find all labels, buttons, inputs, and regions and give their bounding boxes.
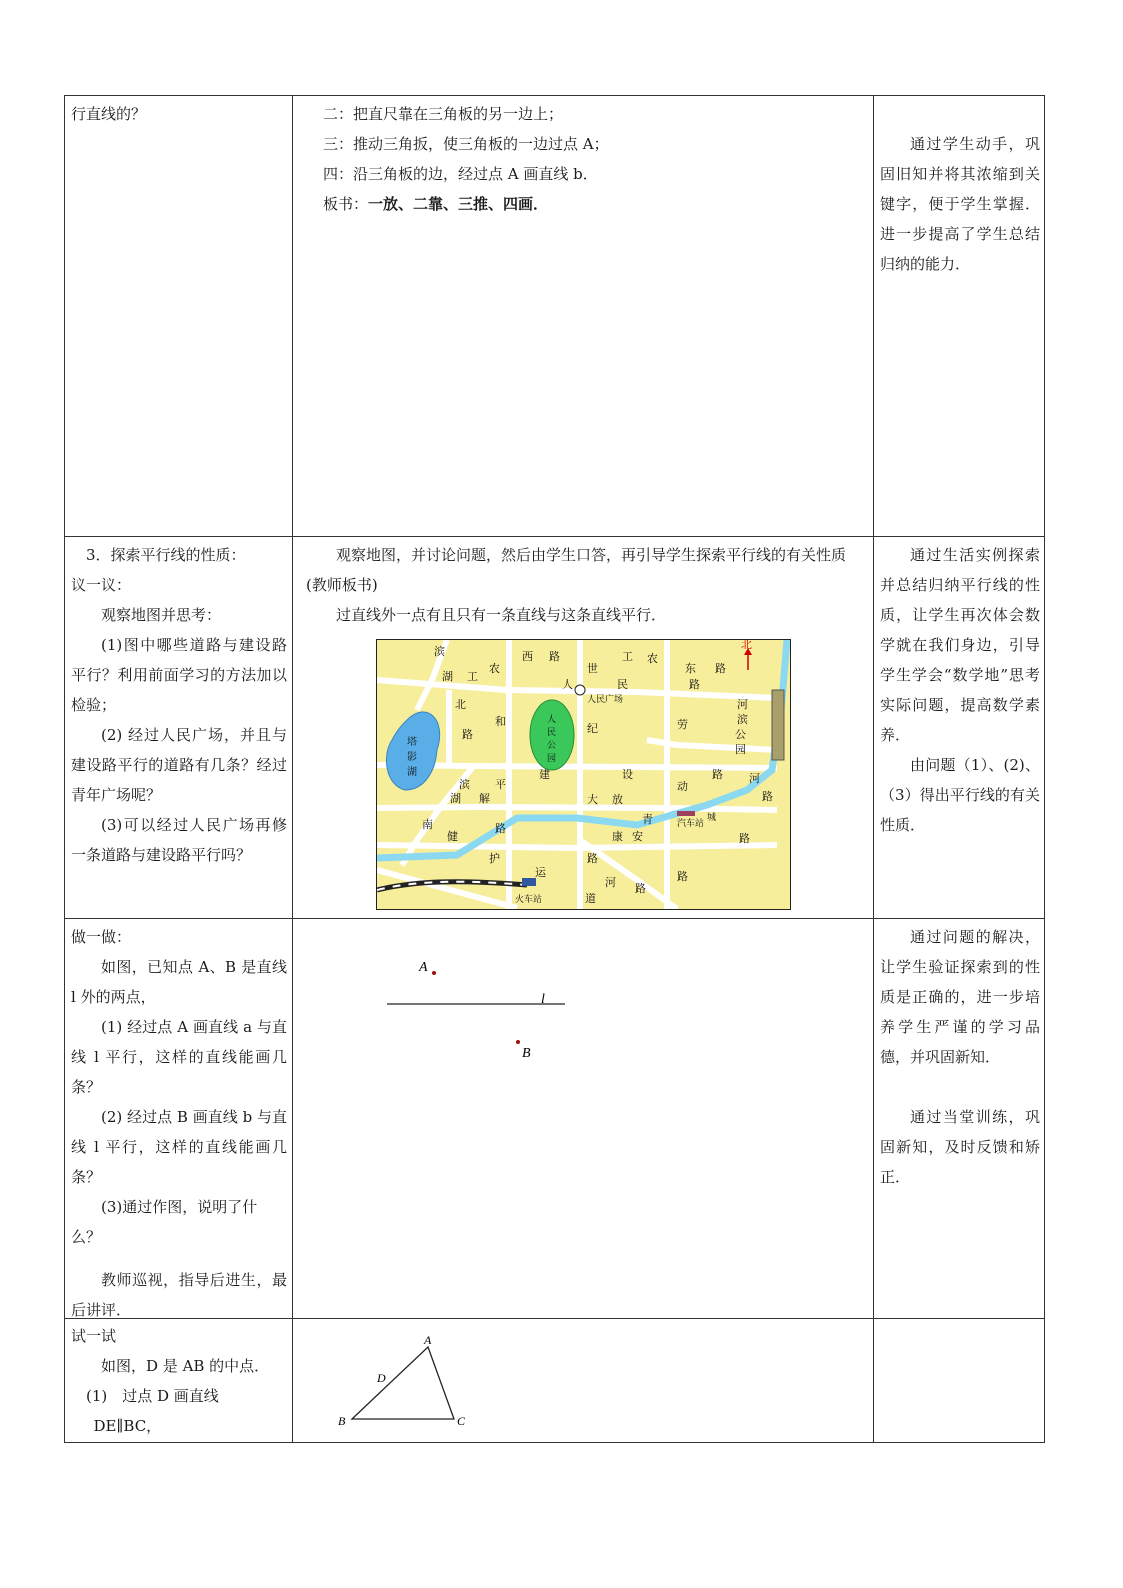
map-label: 河 [737, 698, 748, 711]
map-label: 路 [712, 768, 723, 781]
map-label: 路 [677, 870, 688, 883]
map-label: 湖 [407, 767, 417, 778]
lesson-table [64, 95, 1045, 1443]
exercise-q2: (2) 经过点 B 画直线 b 与直线 l 平行，这样的直线能画几条？ [71, 1108, 287, 1186]
map-label: 北 [741, 640, 752, 651]
map-label: 路 [462, 728, 473, 741]
map-label: 北 [455, 698, 466, 711]
point-a [432, 971, 436, 975]
map-label: 路 [495, 822, 506, 835]
discuss-label: 议一议： [71, 576, 132, 594]
row3-right-practice: 通过当堂训练，巩固新知，及时反馈和矫正． [880, 1108, 1040, 1186]
road-huyun [377, 870, 517, 908]
row-divider [65, 536, 1044, 537]
question-1: (1)图中哪些道路与建设路平行？利用前面学习的方法加以检验； [71, 636, 287, 714]
map-label: 南 [422, 818, 433, 831]
map-label: 纪 [587, 722, 598, 735]
step-four: 四：沿三角板的边，经过点 A 画直线 b． [323, 165, 598, 183]
question-3: (3)可以经过人民广场再修一条道路与建设路平行吗？ [71, 816, 287, 864]
map-label: 道 [585, 892, 596, 905]
map-label: 青 [642, 813, 653, 826]
map-label: 和 [495, 715, 506, 728]
line-l-label: l [541, 992, 545, 1007]
map-label: 平 [495, 778, 506, 791]
map-label: 农 [489, 662, 500, 675]
city-map-drawing [377, 640, 790, 909]
map-label: 劳 [677, 718, 688, 731]
map-label: 塔 [407, 737, 417, 748]
point-b [516, 1040, 520, 1044]
map-label: 运 [535, 866, 546, 879]
map-label: 工 [467, 670, 478, 683]
map-label: 湖 [450, 792, 461, 805]
spacer [880, 1072, 1040, 1102]
map-label: 影 [407, 752, 417, 763]
map-label: 路 [739, 832, 750, 845]
map-label: 滨 [459, 778, 470, 791]
row1-mid-cell [323, 99, 868, 219]
exercise-title: 做一做： [71, 928, 132, 946]
board-keywords: 一放、二靠、三推、四画． [368, 195, 549, 213]
map-label: 滨 [737, 713, 748, 726]
row-divider [65, 918, 1044, 919]
parallel-line-figure [375, 951, 575, 1061]
square-marker [575, 685, 585, 695]
column-divider [873, 96, 874, 1442]
section-title: 3．探索平行线的性质： [86, 546, 246, 564]
spacer [71, 1252, 287, 1265]
row1-left-cell [71, 99, 287, 129]
try-q1: (1) 过点 D 画直线 DE∥BC， [86, 1387, 219, 1435]
board-label: 板书： [323, 195, 369, 213]
map-label: 人 [547, 715, 557, 725]
map-label: 湖 [442, 670, 453, 683]
map-label: 园 [735, 743, 746, 756]
map-label: 人民广场 [587, 695, 624, 705]
map-label: 建 [539, 768, 550, 781]
map-label: 工 [622, 650, 633, 663]
row2-left-cell [71, 540, 287, 870]
map-label: 路 [762, 790, 773, 803]
point-d-label: D [377, 1371, 386, 1385]
map-label: 滨 [434, 645, 445, 658]
road-lower [377, 845, 777, 848]
row4-left-cell [71, 1321, 287, 1441]
exercise-q1: (1) 经过点 A 画直线 a 与直线 l 平行，这样的直线能画几条？ [71, 1018, 287, 1096]
bus-station-icon [677, 811, 695, 816]
triangle-abc [352, 1347, 454, 1419]
teacher-guidance: 观察地图，并讨论问题，然后由学生口答，再引导学生探索平行线的有关性质(教师板书) [306, 546, 847, 594]
map-label: 路 [689, 678, 700, 691]
map-label: 康 [612, 830, 623, 843]
map-label: 民 [547, 728, 557, 738]
vertex-a-label: A [424, 1334, 432, 1347]
riverside-park [772, 690, 784, 760]
row3-left-cell [71, 922, 287, 1325]
parallel-axiom: 过直线外一点有且只有一条直线与这条直线平行． [336, 606, 667, 624]
row1-right-text: 通过学生动手，巩固旧知并将其浓缩到关键字，便于学生掌握．进一步提高了学生总结归纳的能力． [880, 135, 1040, 273]
map-label: 河 [749, 772, 760, 785]
column-divider [292, 96, 293, 1442]
observe-prompt: 观察地图并思考： [101, 606, 222, 624]
row2-mid-cell [306, 540, 866, 630]
map-label: 公 [547, 741, 557, 751]
teacher-patrol: 教师巡视，指导后进生，最后讲评． [71, 1271, 287, 1319]
map-label: 农 [647, 652, 658, 665]
map-label: 解 [479, 792, 490, 805]
map-label: 动 [677, 780, 688, 793]
row2-right-cell [880, 540, 1040, 840]
map-label: 西 [522, 650, 533, 663]
question-2: (2) 经过人民广场，并且与建设路平行的道路有几条？经过青年广场呢？ [71, 726, 287, 804]
row1-left-text: 行直线的？ [71, 105, 147, 123]
map-label: 民 [617, 678, 628, 691]
vertex-b-label: B [338, 1414, 346, 1428]
point-b-label: B [522, 1046, 531, 1061]
map-label: 园 [547, 754, 557, 764]
map-label: 路 [635, 882, 646, 895]
vertex-c-label: C [457, 1414, 466, 1428]
map-labels [407, 640, 773, 905]
exercise-q3: (3)通过作图，说明了什么？ [71, 1198, 258, 1246]
map-label: 安 [632, 830, 643, 843]
map-label: 路 [549, 650, 560, 663]
try-intro: 如图，D 是 AB 的中点． [101, 1357, 270, 1375]
try-title: 试一试 [71, 1327, 117, 1345]
map-label: 路 [715, 662, 726, 675]
map-label: 东 [685, 662, 696, 675]
map-label: 设 [622, 768, 633, 781]
board-notes [323, 189, 868, 219]
map-label: 护 [489, 852, 500, 865]
train-icon [522, 878, 536, 886]
map-label: 河 [605, 876, 616, 889]
tayinghu-lake [386, 712, 439, 790]
row2-right-purpose: 通过生活实例探索并总结归纳平行线的性质，让学生再次体会数学就在我们身边，引导学生学会“数学地”思考实际问题，提高数学素养． [880, 546, 1040, 744]
map-label: 公 [735, 728, 746, 741]
row3-right-cell [880, 922, 1040, 1192]
step-three: 三：推动三角扳，使三角板的一边过点 A； [323, 135, 609, 153]
point-a-label: A [419, 960, 428, 975]
map-label: 人 [562, 678, 573, 691]
city-map [376, 639, 791, 910]
map-label: 城 [707, 813, 717, 823]
map-label: 世 [587, 662, 598, 675]
row2-right-conclusion: 由问题（1）、(2)、（3）得出平行线的有关性质． [880, 756, 1040, 834]
map-label: 大 [587, 793, 598, 806]
map-label: 火车站 [515, 895, 543, 905]
map-label: 放 [612, 793, 623, 806]
map-label: 健 [447, 830, 458, 843]
exercise-intro: 如图，已知点 A、B 是直线 l 外的两点， [71, 958, 287, 1006]
triangle-figure [330, 1334, 480, 1434]
map-label: 路 [587, 852, 598, 865]
map-label: 汽车站 [677, 819, 705, 829]
row3-right-purpose: 通过问题的解决，让学生验证探索到的性质是正确的，进一步培养学生严谨的学习品德，并巩固新知． [880, 928, 1040, 1066]
step-two: 二：把直尺靠在三角板的另一边上； [323, 105, 564, 123]
row1-right-cell [880, 129, 1040, 279]
